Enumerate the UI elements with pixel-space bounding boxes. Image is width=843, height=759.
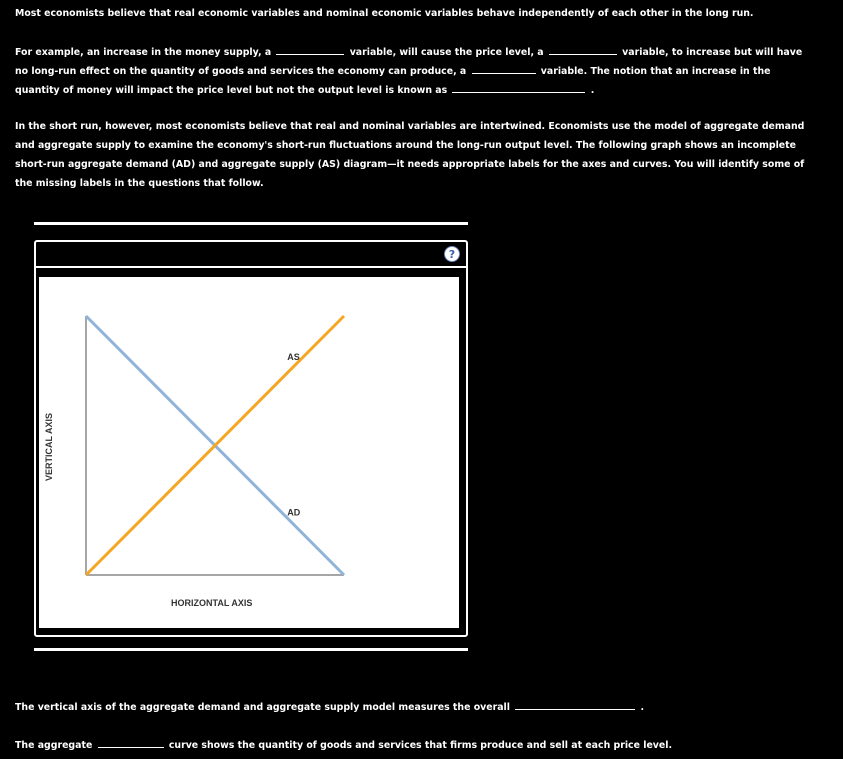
graph-panel [34,240,468,637]
top-divider [34,222,468,225]
question-1: The vertical axis of the aggregate demand and aggregate supply model measures the overall . [15,702,645,713]
help-icon[interactable]: ? [444,246,460,262]
as-curve-label: AS [287,352,300,363]
ad-as-chart [39,277,459,628]
bottom-divider [34,648,468,651]
short-run-line-2: and aggregate supply to examine the economy's short-run fluctuations around the long-run output level. The following graph shows an incomplete [15,140,797,151]
graph-panel-header [36,242,466,268]
question-2: The aggregate curve shows the quantity of goods and services that firms produce and sell at each price level. [15,740,673,751]
short-run-line-4: the missing labels in the questions that follow. [15,178,264,189]
graph-area [39,277,459,628]
horizontal-axis-label: HORIZONTAL AXIS [171,598,253,608]
vertical-axis-label: VERTICAL AXIS [44,412,54,482]
neutrality-blank[interactable] [452,83,585,93]
money-supply-blank[interactable] [276,45,344,55]
output-blank[interactable] [472,64,536,74]
aggregate-curve-answer-dropdown[interactable] [98,738,164,748]
ad-curve-label: AD [287,507,301,518]
price-level-blank[interactable] [549,45,617,55]
short-run-line-3: short-run aggregate demand (AD) and aggregate supply (AS) diagram—it needs appropriate labels for the axes and curves. You will identify some of [15,159,805,170]
paragraph-2-line-2: no long-run effect on the quantity of goods and services the economy can produce, a variable. The notion that an increase in the [15,66,771,77]
paragraph-2-line-1: For example, an increase in the money supply, a variable, will cause the price level, a variable, to increase but will have [15,47,803,58]
vertical-axis-answer-dropdown[interactable] [515,700,635,710]
intro-line-1: Most economists believe that real economic variables and nominal economic variables behave independently of each other in the long run. [15,8,754,19]
short-run-line-1: In the short run, however, most economists believe that real and nominal variables are intertwined. Economists use the model of aggregate demand [15,121,805,132]
paragraph-2-line-3: quantity of money will impact the price level but not the output level is known as . [15,85,595,96]
